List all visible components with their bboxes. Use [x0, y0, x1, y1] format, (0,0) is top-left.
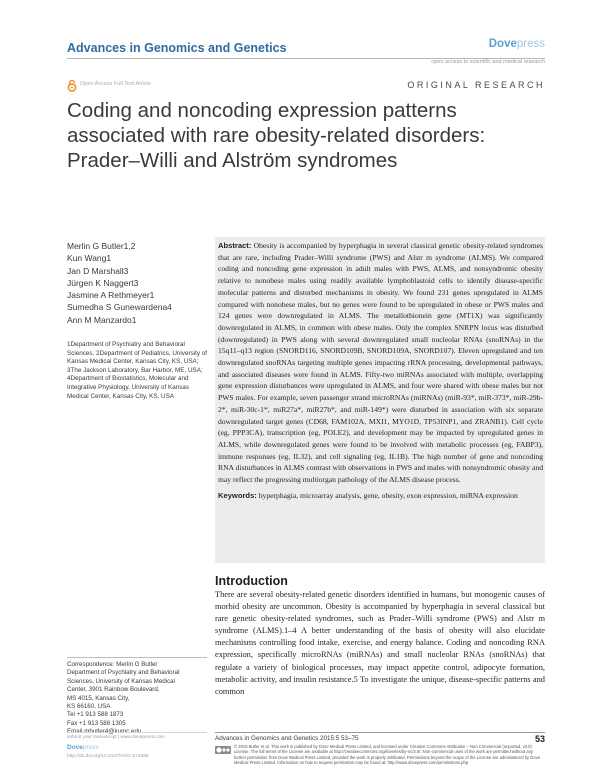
author-name: Jan D Marshall3 [67, 265, 129, 276]
keywords-text: hyperphagia, microarray analysis, gene, obesity, exon expression, miRNA expression [258, 490, 518, 500]
correspondence-line: Sciences, University of Kansas Medical [67, 677, 175, 685]
correspondence-line: Fax +1 913 588 1305 [67, 719, 126, 727]
abstract [218, 240, 543, 501]
publisher-logo-bold: Dove [488, 38, 517, 50]
abstract-text: Obesity is accompanied by hyperphagia in several classical genetic obesity-related syndromes that are rare, including Prader–Willi syndrome (PWS) and Alstr m syndrome (ALMS). We compared coding and noncoding gene expression in adult males with PWS, ALMS, and nonsyndromic obesity relative to nonobese males using readily available lymphoblastoid cells to identify disease-specific molecular patterns and disturbed mechanisms in obesity. We found 231 genes upregulated in ALMS compared with nonobese males, but no genes were found to be upregulated in obese or PWS males and 124 genes were downregulated in ALMS. The metallothionein gene (MT1X) was significantly downregulated in ALMS, in common with obese males. Only the complex SNRPN locus was disturbed (downregulated) in PWS along with several downregulated small nucleolar RNAs (snoRNAs) in the 15q11–q13 region (SNORD116, SNORD109B, SNORD109A, SNORD107). Eleven upregulated and ten downregulated snoRNAs targeting multiple genes impacting rRNA processing, developmental pathways, and associated diseases were found in ALMS. Fifty-two miRNAs associated with multiple, overlapping gene expression disturbances were upregulated in ALMS, and four were shared with obese males but not PWS males. For example, seven passenger strand microRNAs (miRNAs) (miR-93*, miR-373*, miR-29b-2*, miR-30c-1*, miR27a*, miR27b*, and miR-149*) were disturbed in association with six separate downregulated target genes (CD68, FAM102A, MXI1, MYO1D, TP53INP1, and ZRANB1). Cell cycle (eg, PPP3CA), transcription (eg, POLE2), and development may be impacted by upregulated genes in ALMS, while downregulated genes were found to be involved with metabolic processes (eg, FABP3), immune responses (eg, IL32), and cell signaling (eg, IL1B). The high number of gene and noncoding RNA disturbances in ALMS contrast with observations in PWS and males with nonsyndromic obesity and may reflect the progressing multiorgan pathology of the ALMS disease process. [218, 241, 543, 485]
correspondence-line: KS 66160, USA [67, 703, 111, 711]
author-name: Jürgen K Naggert3 [67, 277, 139, 288]
submit-manuscript-link[interactable]: submit your manuscript | www.dovepress.com [67, 735, 165, 740]
footer-left-divider [67, 732, 207, 733]
license-text: © 2015 Butler et al. This work is published by Dove Medical Press Limited, and licensed under Creative Commons Attribution – Non Commercial (unported, v3.0) License. The full terms of the License are available at http://creativecommons.org/licenses/by-nc/3.0/. Non-commercial uses of the work are permitted without any further permission from Dove Medical Press Limited, provided the work is properly attributed. Permissions beyond the scope of the License are administered by Dove Medical Press Limited. Information on how to request permission may be found at: http://www.dovepress.com/permissions.php [234, 744, 541, 766]
open-access-label: Open Access Full Text Article [80, 81, 151, 87]
page-number: 53 [534, 734, 545, 744]
correspondence-divider [67, 657, 207, 658]
affiliations: 1Department of Psychiatry and Behavioral Sciences, 2Department of Pediatrics, University of Kansas Medical Center, Kansas City, KS, USA; 3The Jackson Laboratory, Bar Harbor, ME, USA; 4Department of Biostatistics, Molecular and Integrative Physiology, University of Kansas Medical Center, Kansas City, KS, USA [67, 341, 207, 400]
article-title: Coding and noncoding expression patterns associated with rare obesity-related disorders: Prader–Willi and Alström syndromes [67, 99, 486, 172]
section-label: ORIGINAL RESEARCH [407, 80, 545, 90]
introduction-text: There are several obesity-related genetic disorders identified in humans, but monogenic causes of morbid obesity are uncommon. Obesity is accompanied by hyperphagia in several classical but rare genetic obesity-related syndromes, such as Prader–Willi syndrome (PWS) and Alstr m syndrome (ALMS).1–4 A better understanding of the basis of obesity will also elucidate mechanisms controlling food intake, exercise, and energy balance. Coding and noncoding RNA expression, specifically microRNAs (miRNAs) and small nucleolar RNAs (snoRNAs) that regulate a variety of biological processes, may impact appetite control, adipocyte formation, metabolic activity, and insulin resistance.5 To investigate the unique, disease-specific patterns and common [215, 590, 545, 696]
introduction-heading: Introduction [215, 574, 288, 588]
author-list [67, 240, 207, 326]
correspondence-line: Department of Psychiatry and Behavioral [67, 669, 180, 677]
footer-logo-bold: Dove [67, 744, 83, 751]
keywords-label: Keywords: [218, 490, 257, 500]
author-name: Ann M Manzardo1 [67, 314, 137, 325]
correspondence [67, 661, 207, 737]
correspondence-line: Correspondence: Merlin G Butler [67, 661, 158, 668]
doi-link[interactable]: http://dx.doi.org/10.2147/AGG.S74598 [67, 754, 149, 759]
publisher-logo-light: press [516, 38, 545, 50]
author-name: Kun Wang1 [67, 253, 112, 264]
creative-commons-icon [215, 746, 231, 754]
author-name: Merlin G Butler1,2 [67, 241, 136, 251]
abstract-label: Abstract: [218, 241, 252, 250]
author-name: Sumedha S Gunewardena4 [67, 302, 172, 313]
footer-logo-light: press [82, 744, 99, 751]
author-name: Jasmine A Rethmeyer1 [67, 290, 155, 301]
correspondence-line: MS 4015, Kansas City, [67, 694, 130, 702]
correspondence-line: Tel +1 913 588 1873 [67, 711, 124, 719]
correspondence-line: Center, 3901 Rainbow Boulevard, [67, 686, 160, 694]
journal-title: Advances in Genomics and Genetics [67, 41, 287, 55]
footer-citation: Advances in Genomics and Genetics 2015:5 53–75 [215, 735, 359, 742]
publisher-tagline: open access to scientific and medical research [431, 59, 545, 65]
publisher-logo [489, 38, 545, 50]
footer-publisher-logo [67, 744, 99, 751]
open-access-icon [67, 80, 77, 92]
footer-divider [215, 732, 545, 733]
